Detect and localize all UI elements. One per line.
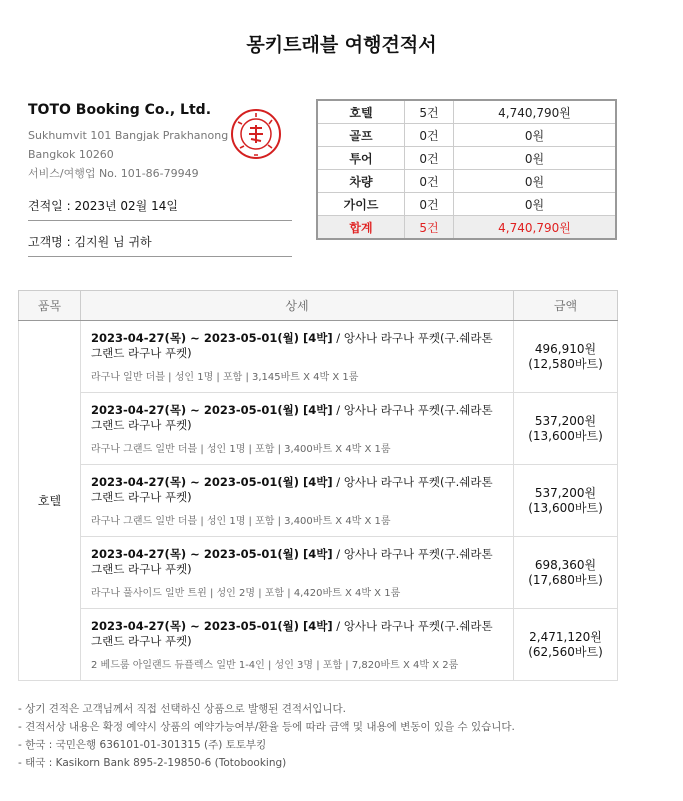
item-dates: 2023-04-27(목) ~ 2023-05-01(월) [4박]: [91, 330, 333, 345]
summary-row: [317, 100, 616, 124]
table-row: [19, 465, 618, 537]
summary-amount: 0원: [454, 193, 617, 216]
summary-amount: 0원: [454, 170, 617, 193]
summary-total-label: 합계: [317, 216, 405, 240]
summary-row: [317, 170, 616, 193]
item-amount-krw: 537,200원: [534, 413, 597, 428]
summary-count: 0건: [405, 124, 454, 147]
note-line: - 한국 : 국민은행 636101-01-301315 (주) 토토부킹: [18, 739, 267, 751]
item-amount-krw: 698,360원: [534, 557, 597, 572]
customer-name: 고객명 : 김지원 님 귀하: [28, 233, 292, 257]
summary-count: 5건: [405, 100, 454, 124]
item-amount-krw: 496,910원: [534, 341, 597, 356]
summary-total-count: 5건: [405, 216, 454, 240]
item-room-info: 2 베드룸 아일랜드 듀플렉스 일반 1-4인 | 성인 3명 | 포함 | 7,820바트 X 4박 X 2룸: [91, 659, 459, 671]
item-room-info: 라구나 그랜드 일반 더블 | 성인 1명 | 포함 | 3,400바트 X 4박 X 1룸: [91, 515, 391, 527]
item-amount-krw: 2,471,120원: [529, 629, 602, 644]
note-line: - 견적서상 내용은 확정 예약시 상품의 예약가능여부/환율 등에 따라 금액 및 내용에 변동이 있을 수 있습니다.: [18, 721, 515, 733]
summary-row: [317, 147, 616, 170]
item-detail: [81, 393, 514, 465]
summary-total-row: [317, 216, 616, 240]
item-hotel: / 앙사나 라구나 푸켓(구.쉐라톤 그랜드 라구나 푸켓): [91, 330, 493, 360]
table-row: [19, 609, 618, 681]
item-detail: [81, 609, 514, 681]
item-amount-thb: (62,560바트): [528, 644, 603, 659]
item-hotel: / 앙사나 라구나 푸켓(구.쉐라톤 그랜드 라구나 푸켓): [91, 402, 493, 432]
item-amount: [514, 321, 618, 393]
company-address-line-2: Bangkok 10260: [28, 148, 114, 161]
item-room-info: 라구나 그랜드 일반 더블 | 성인 1명 | 포함 | 3,400바트 X 4박 X 1룸: [91, 443, 391, 455]
item-amount-thb: (13,600바트): [528, 500, 603, 515]
summary-category: 골프: [317, 124, 405, 147]
item-amount-thb: (17,680바트): [528, 572, 603, 587]
summary-row: [317, 124, 616, 147]
item-hotel: / 앙사나 라구나 푸켓(구.쉐라톤 그랜드 라구나 푸켓): [91, 618, 493, 648]
item-amount: [514, 393, 618, 465]
table-row: [19, 537, 618, 609]
item-detail: [81, 321, 514, 393]
item-hotel: / 앙사나 라구나 푸켓(구.쉐라톤 그랜드 라구나 푸켓): [91, 474, 493, 504]
company-address-line-1: Sukhumvit 101 Bangjak Prakhanong: [28, 129, 229, 142]
company-name: TOTO Booking Co., Ltd.: [28, 102, 212, 118]
item-dates: 2023-04-27(목) ~ 2023-05-01(월) [4박]: [91, 618, 333, 633]
summary-total-amount: 4,740,790원: [454, 216, 617, 240]
item-dates: 2023-04-27(목) ~ 2023-05-01(월) [4박]: [91, 402, 333, 417]
group-label: 호텔: [19, 321, 81, 681]
summary-amount: 4,740,790원: [454, 100, 617, 124]
item-hotel: / 앙사나 라구나 푸켓(구.쉐라톤 그랜드 라구나 푸켓): [91, 546, 493, 576]
summary-amount: 0원: [454, 147, 617, 170]
item-amount: [514, 609, 618, 681]
note-line: - 상기 견적은 고객님께서 직접 선택하신 상품으로 발행된 견적서입니다.: [18, 703, 346, 715]
header-detail: 상세: [81, 291, 514, 321]
summary-count: 0건: [405, 147, 454, 170]
header-item: 품목: [19, 291, 81, 321]
summary-category: 차량: [317, 170, 405, 193]
table-row: [19, 321, 618, 393]
summary-table: [316, 99, 617, 240]
company-license: 서비스/여행업 No. 101-86-79949: [28, 167, 199, 180]
notes: [18, 700, 658, 772]
summary-category: 호텔: [317, 100, 405, 124]
details-header-row: [19, 291, 618, 321]
item-room-info: 라구나 일반 더블 | 성인 1명 | 포함 | 3,145바트 X 4박 X 1룸: [91, 371, 359, 383]
summary-count: 0건: [405, 193, 454, 216]
item-amount-thb: (12,580바트): [528, 356, 603, 371]
summary-count: 0건: [405, 170, 454, 193]
item-dates: 2023-04-27(목) ~ 2023-05-01(월) [4박]: [91, 474, 333, 489]
company-seal-icon: [230, 108, 282, 160]
details-table: [18, 290, 618, 681]
item-detail: [81, 537, 514, 609]
item-amount: [514, 465, 618, 537]
summary-category: 가이드: [317, 193, 405, 216]
item-dates: 2023-04-27(목) ~ 2023-05-01(월) [4박]: [91, 546, 333, 561]
summary-amount: 0원: [454, 124, 617, 147]
item-amount: [514, 537, 618, 609]
summary-category: 투어: [317, 147, 405, 170]
note-line: - 태국 : Kasikorn Bank 895-2-19850-6 (Totobooking): [18, 757, 287, 769]
quote-date: 견적일 : 2023년 02월 14일: [28, 197, 292, 221]
summary-row: [317, 193, 616, 216]
header-amount: 금액: [514, 291, 618, 321]
page-title: 몽키트래블 여행견적서: [246, 34, 437, 56]
item-detail: [81, 465, 514, 537]
item-amount-krw: 537,200원: [534, 485, 597, 500]
item-amount-thb: (13,600바트): [528, 428, 603, 443]
item-room-info: 라구나 풀사이드 일반 트윈 | 성인 2명 | 포함 | 4,420바트 X 4박 X 1룸: [91, 587, 401, 599]
table-row: [19, 393, 618, 465]
